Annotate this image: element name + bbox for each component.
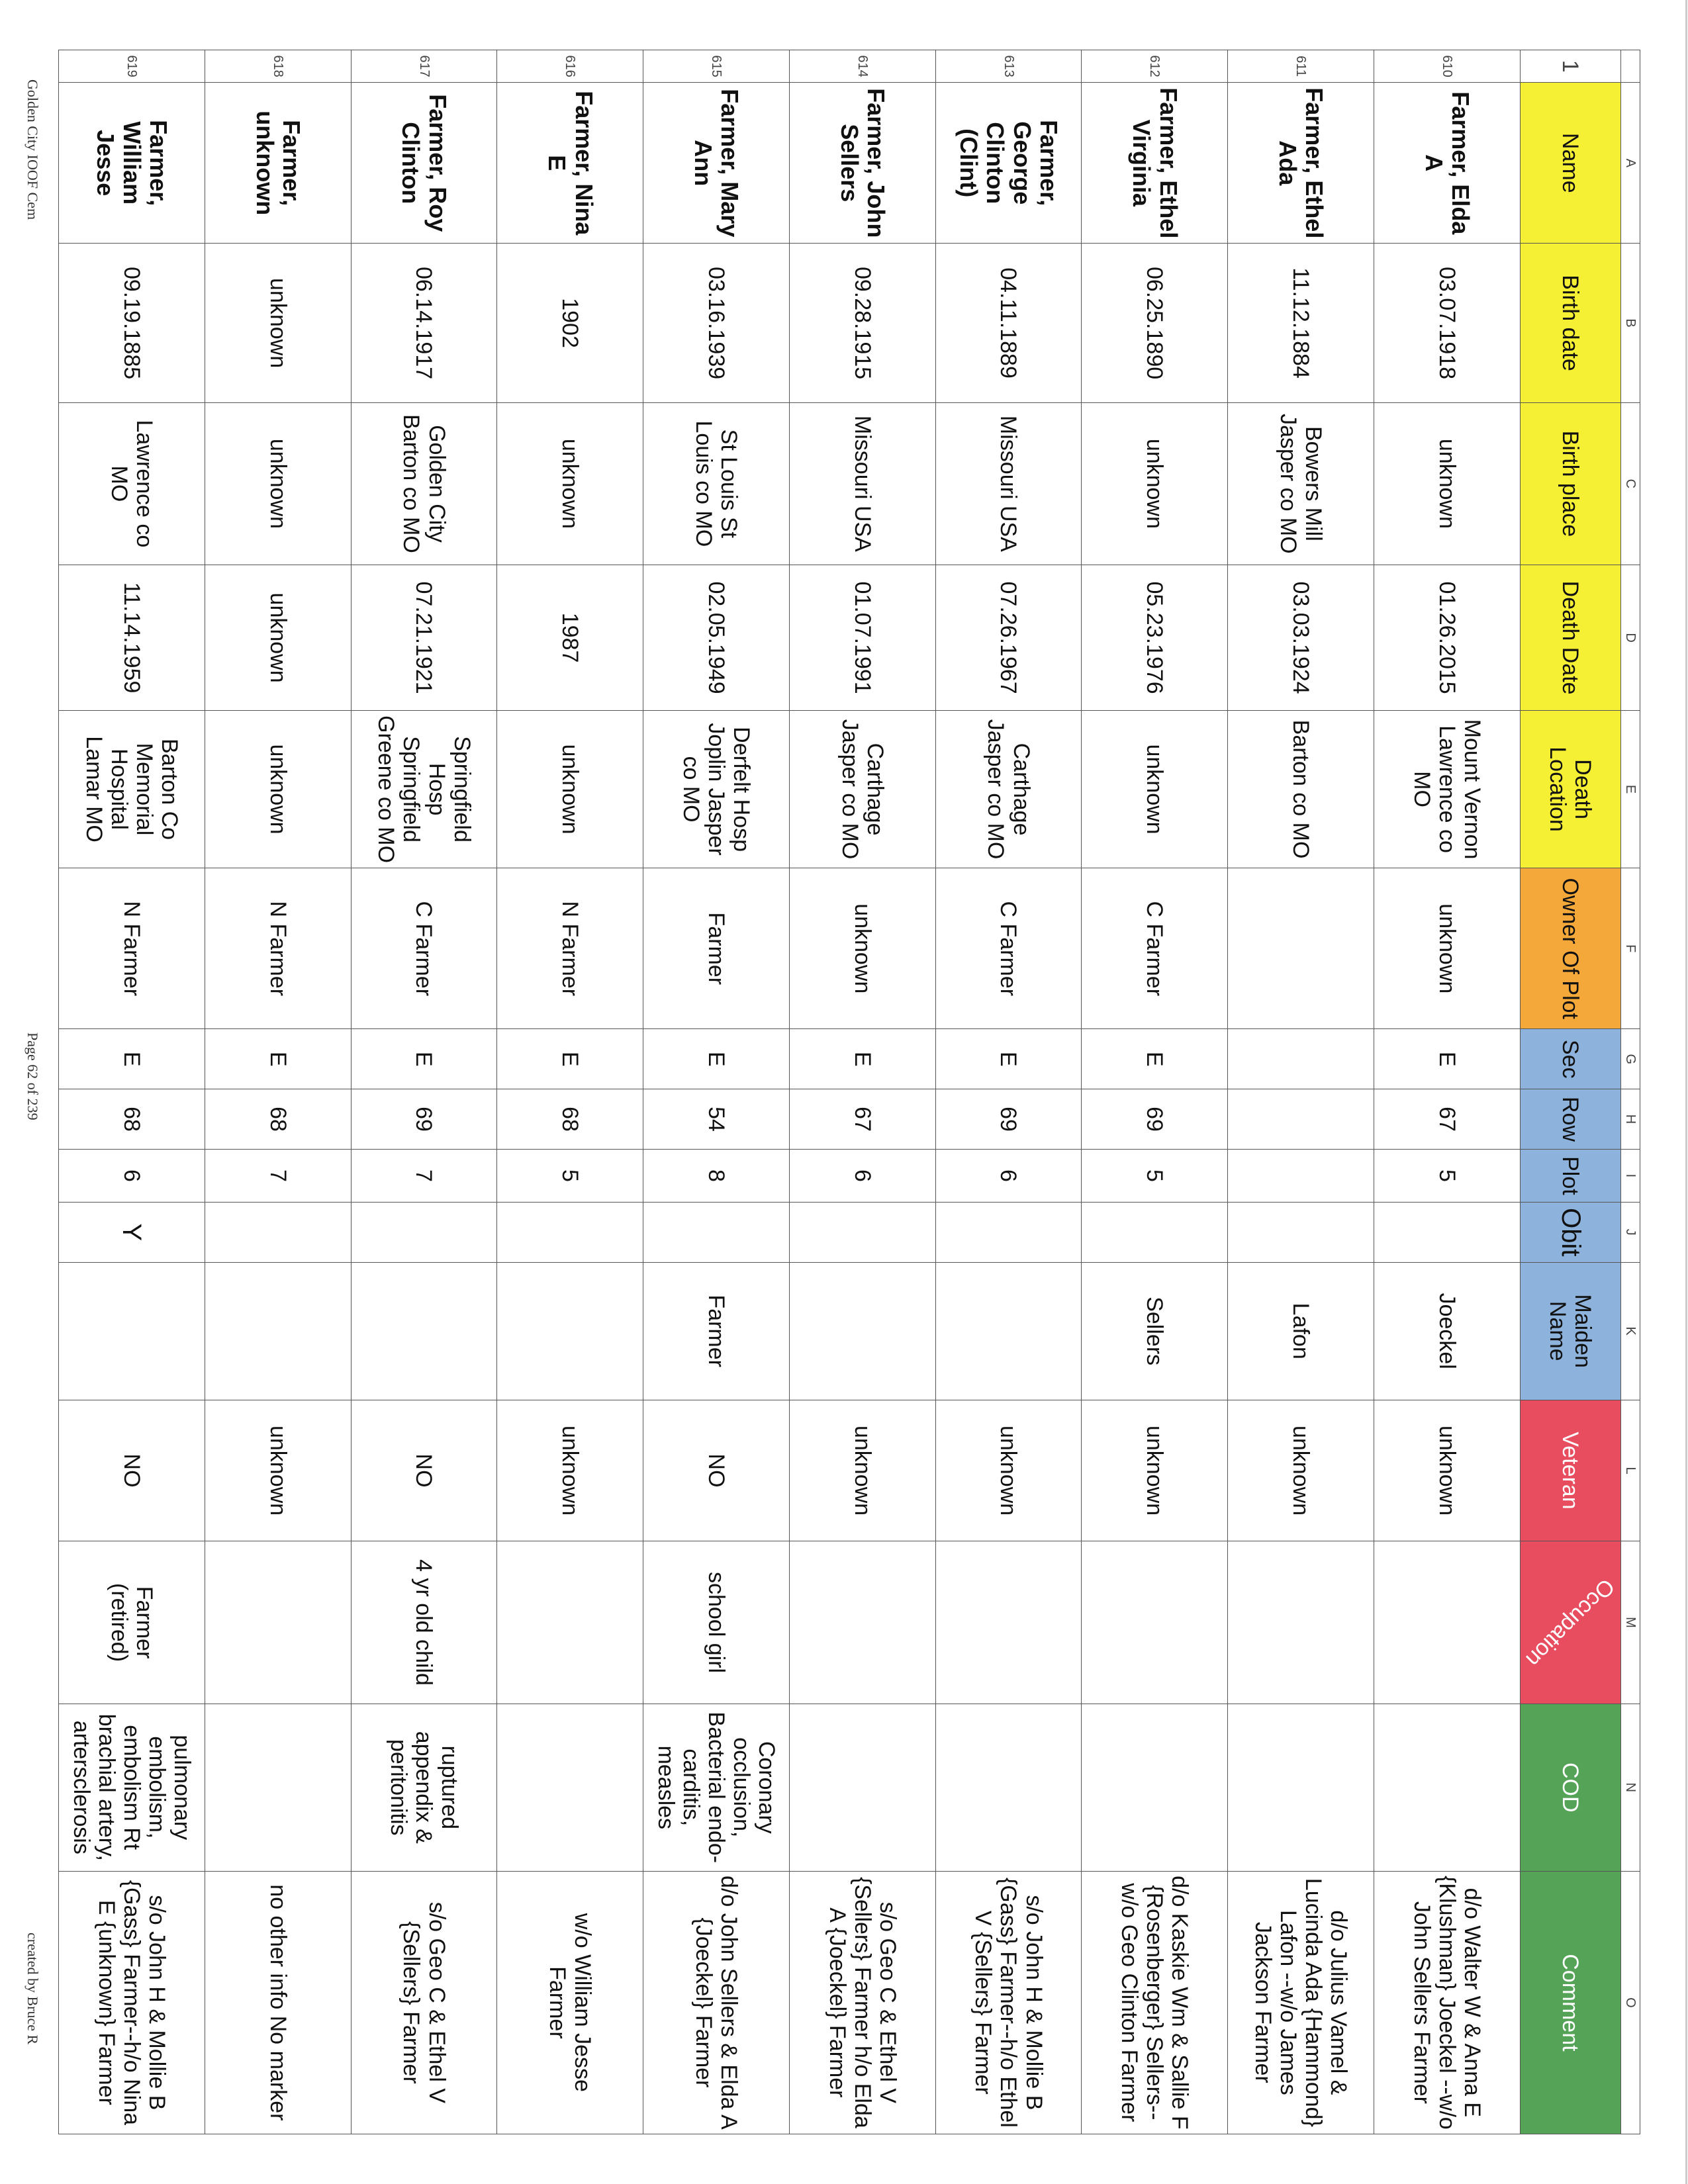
row-number: 619: [59, 50, 205, 83]
veteran-cell: unknown: [1228, 1400, 1374, 1541]
table-row: [59, 50, 205, 2134]
sec-cell: E: [789, 1029, 935, 1089]
header-row: [1520, 50, 1620, 2134]
birth-date-cell: 09.28.1915: [789, 244, 935, 402]
occupation-cell: [497, 1541, 643, 1704]
maiden-cell: [497, 1262, 643, 1400]
footer-page-number: Page 62 of 239: [24, 1032, 41, 1120]
comment-cell: d/o Walter W & Anna E {Klushman} Joeckel --w/o John Sellers Farmer: [1374, 1871, 1520, 2134]
death-location-cell: Carthage Jasper co MO: [935, 711, 1082, 868]
name-cell: Farmer, unknown: [205, 83, 351, 244]
birth-place-cell: Missouri USA: [789, 402, 935, 565]
table-row: [789, 50, 935, 2134]
owner-cell: Farmer: [643, 868, 790, 1029]
plot-cell: 7: [351, 1149, 497, 1202]
occupation-cell: [1228, 1541, 1374, 1704]
cod-cell: Coronary occlusion, Bacterial endo-carditis, measles: [643, 1704, 790, 1871]
sec-cell: E: [59, 1029, 205, 1089]
birth-place-cell: Golden City Barton co MO: [351, 402, 497, 565]
cod-cell: [1082, 1704, 1228, 1871]
veteran-cell: unknown: [497, 1400, 643, 1541]
name-cell: Farmer, John Sellers: [789, 83, 935, 244]
occupation-cell: school girl: [643, 1541, 790, 1704]
row-cell: 67: [1374, 1089, 1520, 1150]
column-header: Veteran: [1520, 1400, 1620, 1541]
birth-date-cell: 11.12.1884: [1228, 244, 1374, 402]
plot-cell: 8: [643, 1149, 790, 1202]
row-number: 616: [497, 50, 643, 83]
plot-cell: 5: [1082, 1149, 1228, 1202]
birth-place-cell: unknown: [1082, 402, 1228, 565]
plot-cell: 7: [205, 1149, 351, 1202]
column-letter: C: [1620, 402, 1640, 565]
row-cell: 69: [1082, 1089, 1228, 1150]
owner-cell: N Farmer: [497, 868, 643, 1029]
obit-cell: [351, 1202, 497, 1262]
obit-cell: [205, 1202, 351, 1262]
table-row: [1082, 50, 1228, 2134]
comment-cell: s/o Geo C & Ethel V {Sellers} Farmer: [351, 1871, 497, 2134]
obit-cell: [643, 1202, 790, 1262]
veteran-cell: unknown: [789, 1400, 935, 1541]
corner-cell: [1620, 50, 1640, 83]
occupation-cell: Farmer (retired): [59, 1541, 205, 1704]
maiden-cell: Farmer: [643, 1262, 790, 1400]
plot-cell: 6: [59, 1149, 205, 1202]
birth-date-cell: 09.19.1885: [59, 244, 205, 402]
sec-cell: E: [935, 1029, 1082, 1089]
column-letter-row: [1620, 50, 1640, 2134]
table-row: [643, 50, 790, 2134]
death-date-cell: unknown: [205, 565, 351, 711]
table-row: [497, 50, 643, 2134]
row-cell: 68: [497, 1089, 643, 1150]
owner-cell: N Farmer: [205, 868, 351, 1029]
occupation-cell: [1374, 1541, 1520, 1704]
name-cell: Farmer, Roy Clinton: [351, 83, 497, 244]
sec-cell: E: [1374, 1029, 1520, 1089]
death-location-cell: unknown: [205, 711, 351, 868]
cod-cell: [497, 1704, 643, 1871]
maiden-cell: [59, 1262, 205, 1400]
cod-cell: [1374, 1704, 1520, 1871]
name-cell: Farmer, Elda A: [1374, 83, 1520, 244]
column-header: Obit: [1520, 1202, 1620, 1262]
birth-place-cell: unknown: [497, 402, 643, 565]
footer-author: created by Bruce R: [24, 1933, 41, 2045]
cod-cell: [935, 1704, 1082, 1871]
comment-cell: d/o Kaskie Wm & Sallie F {Rosenberger} Sellers--w/o Geo Clinton Farmer: [1082, 1871, 1228, 2134]
comment-cell: d/o John Sellers & Elda A {Joeckel} Farmer: [643, 1871, 790, 2134]
table-row: [935, 50, 1082, 2134]
table-row: [1228, 50, 1374, 2134]
plot-cell: 6: [935, 1149, 1082, 1202]
column-letter: E: [1620, 711, 1640, 868]
birth-place-cell: Bowers Mill Jasper co MO: [1228, 402, 1374, 565]
row-number: 611: [1228, 50, 1374, 83]
birth-date-cell: 06.25.1890: [1082, 244, 1228, 402]
column-header-label: Occupation: [1521, 1573, 1620, 1672]
column-header: Owner Of Plot: [1520, 868, 1620, 1029]
comment-cell: no other info No marker: [205, 1871, 351, 2134]
sec-cell: E: [205, 1029, 351, 1089]
occupation-cell: 4 yr old child: [351, 1541, 497, 1704]
obit-cell: [497, 1202, 643, 1262]
maiden-cell: Lafon: [1228, 1262, 1374, 1400]
column-letter: G: [1620, 1029, 1640, 1089]
comment-cell: s/o Geo C & Ethel V {Sellers} Farmer h/o Elda A {Joeckel} Farmer: [789, 1871, 935, 2134]
obit-cell: [1082, 1202, 1228, 1262]
plot-cell: [1228, 1149, 1374, 1202]
row-cell: 69: [935, 1089, 1082, 1150]
row-cell: 69: [351, 1089, 497, 1150]
column-header: Sec: [1520, 1029, 1620, 1089]
owner-cell: C Farmer: [1082, 868, 1228, 1029]
obit-cell: Y: [59, 1202, 205, 1262]
veteran-cell: NO: [351, 1400, 497, 1541]
column-header: Name: [1520, 83, 1620, 244]
column-letter: F: [1620, 868, 1640, 1029]
owner-cell: C Farmer: [935, 868, 1082, 1029]
death-date-cell: 11.14.1959: [59, 565, 205, 711]
obit-cell: [1228, 1202, 1374, 1262]
column-header: Maiden Name: [1520, 1262, 1620, 1400]
column-header: Comment: [1520, 1871, 1620, 2134]
obit-cell: [1374, 1202, 1520, 1262]
row-cell: 54: [643, 1089, 790, 1150]
table-row: [205, 50, 351, 2134]
birth-date-cell: unknown: [205, 244, 351, 402]
row-cell: 68: [59, 1089, 205, 1150]
obit-cell: [789, 1202, 935, 1262]
sec-cell: E: [351, 1029, 497, 1089]
cod-cell: [1228, 1704, 1374, 1871]
birth-date-cell: 1902: [497, 244, 643, 402]
column-letter: N: [1620, 1704, 1640, 1871]
birth-date-cell: 04.11.1889: [935, 244, 1082, 402]
death-location-cell: Barton co MO: [1228, 711, 1374, 868]
birth-place-cell: unknown: [1374, 402, 1520, 565]
death-date-cell: 1987: [497, 565, 643, 711]
column-letter: B: [1620, 244, 1640, 402]
comment-cell: s/o John H & Mollie B {Gass} Farmer--h/o Ethel V {Sellers} Farmer: [935, 1871, 1082, 2134]
maiden-cell: [935, 1262, 1082, 1400]
column-header: Plot: [1520, 1149, 1620, 1202]
owner-cell: N Farmer: [59, 868, 205, 1029]
row-number: 610: [1374, 50, 1520, 83]
death-location-cell: Carthage Jasper co MO: [789, 711, 935, 868]
column-header: Death Date: [1520, 565, 1620, 711]
column-header: Death Location: [1520, 711, 1620, 868]
footer-cemetery-name: Golden City IOOF Cem: [24, 79, 41, 220]
name-cell: Farmer, Ethel Ada: [1228, 83, 1374, 244]
maiden-cell: Joeckel: [1374, 1262, 1520, 1400]
death-date-cell: 01.07.1991: [789, 565, 935, 711]
owner-cell: [1228, 868, 1374, 1029]
death-date-cell: 03.03.1924: [1228, 565, 1374, 711]
column-header: COD: [1520, 1704, 1620, 1871]
burial-records-table: [58, 50, 1640, 2134]
death-location-cell: Springfield Hosp Springfield Greene co MO: [351, 711, 497, 868]
comment-cell: w/o William Jesse Farmer: [497, 1871, 643, 2134]
cod-cell: ruptured appendix & peritonitis: [351, 1704, 497, 1871]
birth-date-cell: 03.07.1918: [1374, 244, 1520, 402]
birth-place-cell: Lawrence co MO: [59, 402, 205, 565]
row-number: 612: [1082, 50, 1228, 83]
column-header: Birth date: [1520, 244, 1620, 402]
maiden-cell: [205, 1262, 351, 1400]
row-number: 617: [351, 50, 497, 83]
maiden-cell: [351, 1262, 497, 1400]
veteran-cell: NO: [643, 1400, 790, 1541]
occupation-cell: [1082, 1541, 1228, 1704]
birth-place-cell: St Louis St Louis co MO: [643, 402, 790, 565]
column-letter: L: [1620, 1400, 1640, 1541]
column-header: Row: [1520, 1089, 1620, 1150]
sec-cell: [1228, 1029, 1374, 1089]
column-letter: K: [1620, 1262, 1640, 1400]
maiden-cell: [789, 1262, 935, 1400]
sec-cell: E: [1082, 1029, 1228, 1089]
row-number: 618: [205, 50, 351, 83]
column-letter: H: [1620, 1089, 1640, 1150]
occupation-cell: [205, 1541, 351, 1704]
column-letter: J: [1620, 1202, 1640, 1262]
death-location-cell: unknown: [1082, 711, 1228, 868]
column-header: Birth place: [1520, 402, 1620, 565]
column-letter: O: [1620, 1871, 1640, 2134]
row-cell: 67: [789, 1089, 935, 1150]
cod-cell: [789, 1704, 935, 1871]
maiden-cell: Sellers: [1082, 1262, 1228, 1400]
plot-cell: 5: [1374, 1149, 1520, 1202]
owner-cell: unknown: [1374, 868, 1520, 1029]
death-date-cell: 05.23.1976: [1082, 565, 1228, 711]
owner-cell: unknown: [789, 868, 935, 1029]
death-date-cell: 02.05.1949: [643, 565, 790, 711]
veteran-cell: unknown: [205, 1400, 351, 1541]
plot-cell: 6: [789, 1149, 935, 1202]
name-cell: Farmer, Mary Ann: [643, 83, 790, 244]
row-cell: 68: [205, 1089, 351, 1150]
column-letter: M: [1620, 1541, 1640, 1704]
death-date-cell: 07.21.1921: [351, 565, 497, 711]
column-letter: I: [1620, 1149, 1640, 1202]
birth-date-cell: 06.14.1917: [351, 244, 497, 402]
veteran-cell: unknown: [935, 1400, 1082, 1541]
death-date-cell: 01.26.2015: [1374, 565, 1520, 711]
row-number: 615: [643, 50, 790, 83]
row-cell: [1228, 1089, 1374, 1150]
death-date-cell: 07.26.1967: [935, 565, 1082, 711]
row-number: 613: [935, 50, 1082, 83]
plot-cell: 5: [497, 1149, 643, 1202]
table-row: [351, 50, 497, 2134]
death-location-cell: Mount Vernon Lawrence co MO: [1374, 711, 1520, 868]
row-number: 614: [789, 50, 935, 83]
scan-edge: [1685, 0, 1687, 2184]
table-row: [1374, 50, 1520, 2134]
sec-cell: E: [497, 1029, 643, 1089]
veteran-cell: unknown: [1374, 1400, 1520, 1541]
veteran-cell: unknown: [1082, 1400, 1228, 1541]
obit-cell: [935, 1202, 1082, 1262]
name-cell: Farmer, George Clinton (Clint): [935, 83, 1082, 244]
death-location-cell: unknown: [497, 711, 643, 868]
veteran-cell: NO: [59, 1400, 205, 1541]
death-location-cell: Barton Co Memorial Hospital Lamar MO: [59, 711, 205, 868]
sec-cell: E: [643, 1029, 790, 1089]
name-cell: Farmer, Ethel Virginia: [1082, 83, 1228, 244]
comment-cell: d/o Julius Vamel & Lucinda Ada {Hammond} Lafon --w/o James Jackson Farmer: [1228, 1871, 1374, 2134]
birth-place-cell: Missouri USA: [935, 402, 1082, 565]
occupation-cell: [789, 1541, 935, 1704]
name-cell: Farmer, William Jesse: [59, 83, 205, 244]
death-location-cell: Derfelt Hosp Joplin Jasper co MO: [643, 711, 790, 868]
owner-cell: C Farmer: [351, 868, 497, 1029]
column-header: [1520, 1541, 1620, 1704]
cod-cell: pulmonary embolism, embolism Rt brachial artery, artersclerosis: [59, 1704, 205, 1871]
occupation-cell: [935, 1541, 1082, 1704]
birth-date-cell: 03.16.1939: [643, 244, 790, 402]
cod-cell: [205, 1704, 351, 1871]
column-letter: A: [1620, 83, 1640, 244]
row-number: 1: [1520, 50, 1620, 83]
comment-cell: s/o John H & Mollie B {Gass} Farmer--h/o Nina E {unknown} Farmer: [59, 1871, 205, 2134]
column-letter: D: [1620, 565, 1640, 711]
name-cell: Farmer, Nina E: [497, 83, 643, 244]
birth-place-cell: unknown: [205, 402, 351, 565]
